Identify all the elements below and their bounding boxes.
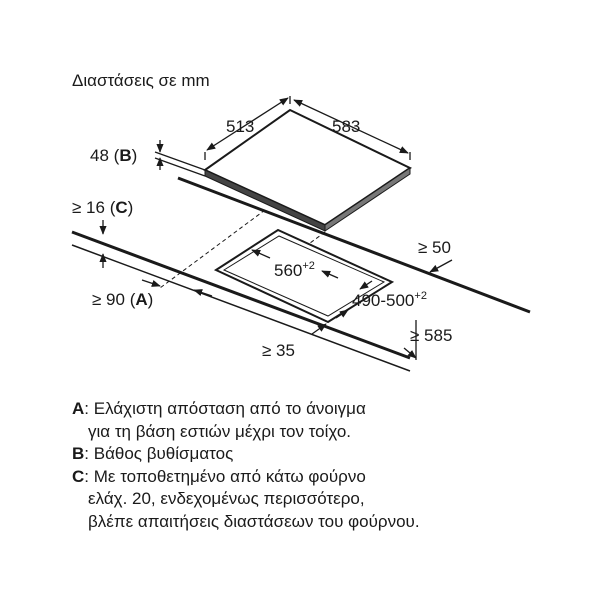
legend-key: B: [72, 444, 85, 463]
legend: [72, 398, 592, 533]
counter-depth-label: ≥ 585: [410, 326, 453, 345]
legend-item-a: A : Ελάχιστη απόσταση από το άνοιγμα: [72, 398, 592, 421]
legend-item-b: B : Βάθος βυθίσματος: [72, 443, 592, 466]
cutout-depth-label: $490-500^{+2}$: [352, 290, 427, 310]
legend-text: Ελάχιστη απόσταση από το άνοιγμα: [93, 399, 366, 418]
legend-text: βλέπε απαιτήσεις διαστάσεων του φούρνου.: [88, 511, 420, 531]
b-dimension: [155, 140, 205, 176]
c-value: ≥ 16 (C): [72, 198, 134, 217]
diagram-title: Διαστάσεις σε mm: [72, 71, 210, 90]
cutout-width-label: $560^{+2}$: [274, 260, 315, 280]
right-gap-dimension: [430, 260, 452, 272]
legend-item-c: C : Με τοποθετημένο από κάτω φούρνο: [72, 466, 592, 489]
legend-text: Με τοποθετημένο από κάτω φούρνο: [93, 466, 366, 486]
legend-key: C: [72, 466, 85, 486]
a-value: ≥ 90 (A): [92, 290, 154, 309]
hob-width-label: 513: [226, 117, 255, 136]
legend-text: Βάθος βυθίσματος: [93, 444, 234, 463]
hob-depth-label: 583: [332, 117, 361, 136]
right-gap-label: ≥ 50: [418, 238, 451, 257]
b-value: 48 (B): [90, 146, 138, 165]
legend-key: A: [72, 399, 85, 418]
front-gap-label: ≥ 35: [262, 341, 295, 360]
legend-text: ελάχ. 20, ενδεχομένως περισσότερο,: [88, 489, 365, 508]
legend-text: για τη βάση εστιών μέχρι τον τοίχο.: [88, 421, 352, 441]
